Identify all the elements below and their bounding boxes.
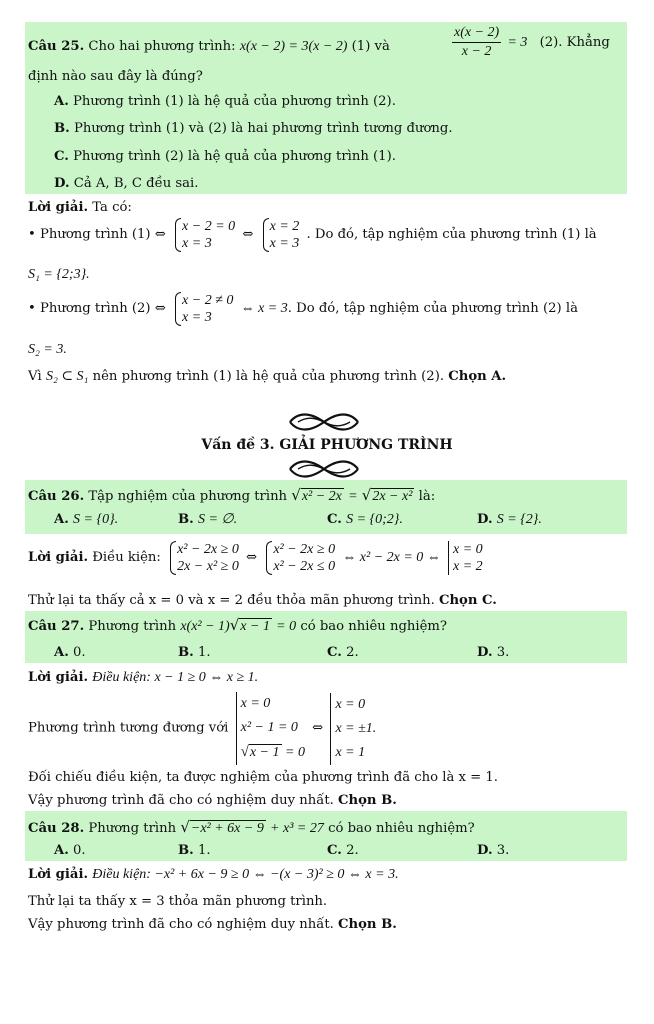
s25-b1-s1b: x = 3 — [182, 236, 212, 251]
s28-conclusion — [28, 916, 397, 934]
s27-label: Lời giải. — [28, 670, 89, 685]
q27-c-label: C. — [327, 645, 342, 660]
s26-s3a: x = 0 — [453, 542, 483, 557]
q27-a-label: A. — [54, 645, 69, 660]
s25-choice: Chọn A. — [448, 369, 507, 384]
s27-d2: x = ±1. — [335, 720, 377, 736]
q28-a-val: 0. — [73, 843, 86, 858]
q25-option-d — [54, 175, 198, 193]
q28-d-val: 3. — [496, 843, 510, 858]
q25-option-c — [54, 148, 396, 166]
q26-option-a — [54, 511, 118, 529]
s25-intro — [28, 199, 132, 217]
q27-eq-pre: x(x² − 1) — [180, 619, 230, 634]
ornament-bottom-icon — [284, 457, 364, 481]
q26-text: Tập nghiệm của phương trình — [88, 489, 288, 504]
q25-eq2 — [450, 24, 610, 61]
s25-b2-mid: ⇔ x = 3 — [240, 301, 288, 316]
s26-s3b: x = 2 — [453, 559, 483, 574]
s27-system2 — [330, 693, 376, 765]
s25-b1-pre: • Phương trình (1) ⇔ — [28, 227, 166, 242]
s27-conclusion — [28, 792, 397, 810]
s25-b2-s1b: x = 3 — [182, 310, 212, 325]
q28-b-val: 1. — [197, 843, 211, 858]
s28-choice: Chọn B. — [338, 917, 397, 932]
sqrt-icon: √ — [229, 616, 240, 634]
sqrt-icon: √ — [240, 744, 249, 760]
s25-concl-text: nên phương trình (1) là hệ quả của phương trình (2). — [92, 369, 445, 384]
s25-b1-s2a: x = 2 — [269, 219, 300, 234]
q28-post: + x³ = 27 — [270, 821, 324, 836]
s25-b2-pre: • Phương trình (2) ⇔ — [28, 301, 166, 316]
q27-rad: x − 1 — [240, 619, 270, 634]
s28-cond: Điều kiện: −x² + 6x − 9 ≥ 0 ⇔ −(x − 3)² ≥ 0 ⇔ x = 3. — [92, 867, 399, 882]
s26-s2a: x² − 2x ≥ 0 — [273, 542, 336, 557]
sqrt-icon: √ — [180, 818, 190, 836]
s27-equivalence — [28, 692, 379, 765]
q28-rad: −x² + 6x − 9 — [190, 821, 264, 836]
q26-option-b — [178, 511, 237, 529]
q26-option-c — [327, 511, 403, 529]
q25-text2: Khẳng — [566, 35, 610, 50]
q25-b-label: B. — [54, 121, 70, 136]
s27-cond: Điều kiện: x − 1 ≥ 0 ⇔ x ≥ 1. — [92, 670, 259, 685]
s27-equiv: Phương trình tương đương với — [28, 720, 229, 736]
s27-concl-text: Vậy phương trình đã cho có nghiệm duy nhất. — [28, 793, 334, 808]
q26-eq: = — [348, 489, 358, 504]
q27-b-val: 1. — [197, 645, 211, 660]
q27-label: Câu 27. — [28, 619, 85, 634]
q28-end: có bao nhiêu nghiệm? — [328, 821, 475, 836]
s25-b1-arrow: ⇔ — [242, 227, 254, 242]
s27-c3rad: x − 1 — [249, 745, 280, 760]
q28-option-c — [327, 842, 359, 860]
s26-choice: Chọn C. — [438, 593, 497, 608]
s25-b1-system2 — [261, 218, 300, 252]
s27-condition — [28, 669, 258, 687]
q26-rad2: 2x − x² — [372, 489, 413, 504]
s25-intro-text: Ta có: — [92, 200, 132, 215]
s27-arrow: ⇔ — [312, 720, 324, 736]
s26-arrow: ⇔ — [246, 550, 258, 565]
sqrt-icon: √ — [361, 486, 372, 504]
q28-d-label: D. — [477, 843, 493, 858]
q25-va: và — [374, 39, 390, 54]
q25-option-b — [54, 120, 453, 138]
q27-c-val: 2. — [346, 645, 359, 660]
s26-system2 — [264, 541, 335, 575]
s28-label: Lời giải. — [28, 867, 89, 882]
s26-check — [28, 592, 497, 610]
q26-c-label: C. — [327, 512, 342, 527]
s26-s1b: 2x − x² ≥ 0 — [177, 559, 239, 574]
s28-condition — [28, 866, 399, 884]
q26-label: Câu 26. — [28, 489, 85, 504]
q27-b-label: B. — [178, 645, 194, 660]
q25-c-label: C. — [54, 149, 69, 164]
q25-eq2-rhs: = 3 — [507, 35, 528, 50]
s25-concl-pre: Vì — [28, 369, 42, 384]
s26-mid: ⇔ x² − 2x = 0 ⇔ — [342, 550, 441, 565]
s27-system1 — [236, 692, 305, 765]
s26-system3 — [448, 541, 483, 575]
q26-a-label: A. — [54, 512, 69, 527]
q25-eq1: x(x − 2) = 3(x − 2) — [239, 39, 348, 54]
s27-d1: x = 0 — [335, 696, 366, 712]
q27-d-label: D. — [477, 645, 493, 660]
q25-c-text: Phương trình (2) là hệ quả của phương trình (1). — [73, 149, 396, 164]
q28-c-val: 2. — [346, 843, 359, 858]
q26-a-val: S = {0}. — [73, 512, 119, 527]
q28-c-label: C. — [327, 843, 342, 858]
q25-text: Cho hai phương trình: — [88, 39, 236, 54]
s26-system1 — [168, 541, 239, 575]
q26-b-label: B. — [178, 512, 194, 527]
q26-option-d — [477, 511, 542, 529]
q26-b-val: S = ∅. — [197, 512, 238, 527]
q26-end: là: — [418, 489, 436, 504]
q25-d-label: D. — [54, 176, 70, 191]
q25-line1 — [28, 38, 390, 56]
q28-a-label: A. — [54, 843, 69, 858]
section-title: Vấn đề 3. GIẢI PHƯƠNG TRÌNH — [201, 437, 453, 453]
q27-end: có bao nhiêu nghiệm? — [300, 619, 447, 634]
q28-b-label: B. — [178, 843, 194, 858]
s25-conclusion — [28, 368, 506, 386]
ornament-top-icon — [284, 410, 364, 434]
s27-choice: Chọn B. — [338, 793, 397, 808]
s25-bullet1 — [28, 218, 597, 252]
s25-b1-set: S₁ = {2;3}. — [28, 267, 90, 282]
q25-option-a — [54, 93, 396, 111]
q27-line1 — [28, 616, 447, 636]
q25-a-label: A. — [54, 94, 69, 109]
q26-rad1: x² − 2x — [301, 489, 342, 504]
q28-option-a — [54, 842, 86, 860]
s27-d3: x = 1 — [335, 744, 366, 760]
q25-d-text: Cả A, B, C đều sai. — [73, 176, 199, 191]
q27-option-a — [54, 644, 86, 662]
q28-option-b — [178, 842, 211, 860]
s25-bullet2 — [28, 292, 578, 326]
s25-b1-s1a: x − 2 = 0 — [182, 219, 236, 234]
q28-label: Câu 28. — [28, 821, 85, 836]
s27-c2: x² − 1 = 0 — [240, 720, 298, 735]
s28-check: Thử lại ta thấy x = 3 thỏa mãn phương trình. — [28, 894, 328, 909]
s28-concl-text: Vậy phương trình đã cho có nghiệm duy nhất. — [28, 917, 334, 932]
q25-b-text: Phương trình (1) và (2) là hai phương trình tương đương. — [73, 121, 453, 136]
q25-frac-den: x − 2 — [461, 44, 492, 59]
s25-b1-post: . Do đó, tập nghiệm của phương trình (1) là — [306, 227, 597, 242]
s25-concl-math: S₂ ⊂ S₁ — [45, 369, 89, 384]
q26-d-label: D. — [477, 512, 493, 527]
s25-label: Lời giải. — [28, 200, 89, 215]
q27-option-d — [477, 644, 509, 662]
q28-line1 — [28, 818, 475, 838]
q27-d-val: 3. — [496, 645, 510, 660]
q25-label: Câu 25. — [28, 39, 85, 54]
q27-a-val: 0. — [73, 645, 86, 660]
s27-c3post: = 0 — [285, 745, 305, 760]
s26-condition — [28, 541, 486, 575]
s26-s1a: x² − 2x ≥ 0 — [177, 542, 239, 557]
s26-label: Lời giải. — [28, 550, 89, 565]
q26-d-val: S = {2}. — [496, 512, 542, 527]
s27-c1: x = 0 — [240, 696, 271, 711]
q26-line1 — [28, 486, 435, 506]
q25-n2: (2). — [539, 35, 563, 50]
s25-b1-system1 — [173, 218, 235, 252]
q25-text3: định nào sau đây là đúng? — [28, 69, 203, 84]
q26-c-val: S = {0;2}. — [346, 512, 403, 527]
q25-a-text: Phương trình (1) là hệ quả của phương trình (2). — [73, 94, 396, 109]
s25-b2-set: S₂ = 3. — [28, 342, 67, 357]
s26-s2b: x² − 2x ≤ 0 — [273, 559, 336, 574]
q25-fraction — [452, 24, 501, 61]
q25-frac-num: x(x − 2) — [452, 24, 501, 43]
q28-text: Phương trình — [88, 821, 177, 836]
q27-eq-post: = 0 — [276, 619, 297, 634]
s25-b1-s2b: x = 3 — [269, 236, 300, 251]
s25-b2-system — [173, 292, 233, 326]
s25-b2-s1a: x − 2 ≠ 0 — [182, 293, 234, 308]
q27-option-b — [178, 644, 211, 662]
s26-cond: Điều kiện: — [92, 550, 161, 565]
s26-check-text: Thử lại ta thấy cả x = 0 và x = 2 đều thỏa mãn phương trình. — [28, 593, 435, 608]
q27-text: Phương trình — [88, 619, 177, 634]
sqrt-icon: √ — [291, 486, 301, 504]
s25-b2-post: . Do đó, tập nghiệm của phương trình (2) là — [287, 301, 578, 316]
q27-option-c — [327, 644, 359, 662]
q25-n1: (1) — [351, 39, 371, 54]
s27-compare: Đối chiếu điều kiện, ta được nghiệm của phương trình đã cho là x = 1. — [28, 770, 498, 785]
q28-option-d — [477, 842, 509, 860]
